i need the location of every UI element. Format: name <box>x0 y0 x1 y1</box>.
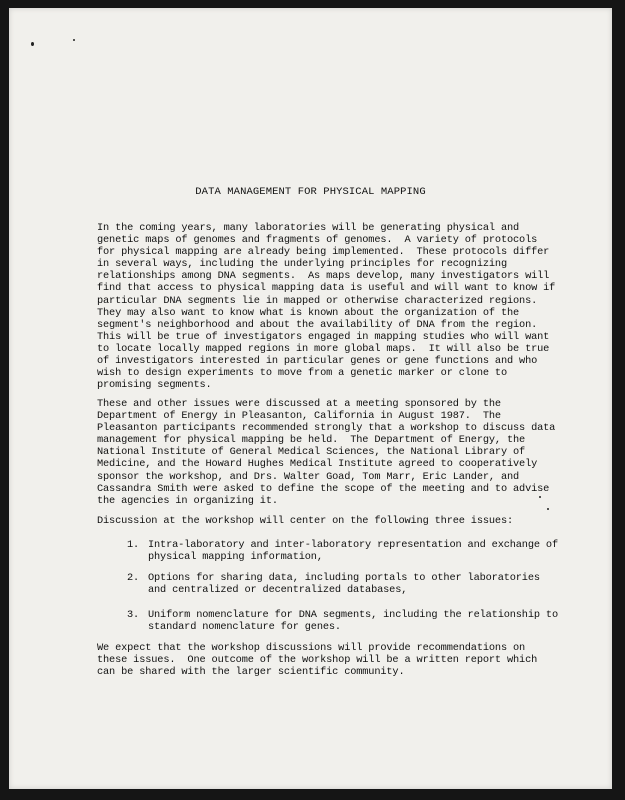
text-line: find that access to physical mapping data is useful and will want to know if <box>97 282 556 295</box>
issue-text <box>148 609 558 633</box>
text-line: management for physical mapping be held. The Department of Energy, the <box>97 434 526 447</box>
text-line: and centralized or decentralized databases, <box>148 584 408 597</box>
document-title: DATA MANAGEMENT FOR PHYSICAL MAPPING <box>195 186 426 198</box>
paragraph-issues-lead <box>97 515 552 527</box>
text-line: for physical mapping are already being implemented. These protocols differ <box>97 246 550 259</box>
text-line: standard nomenclature for genes. <box>148 621 341 634</box>
text-line: We expect that the workshop discussions will provide recommendations on <box>97 642 526 654</box>
text-line: these issues. One outcome of the workshop will be a written report which <box>97 654 538 667</box>
paragraph-background <box>97 398 556 507</box>
issue-text <box>148 572 540 596</box>
text-line: Cassandra Smith were asked to define the scope of the meeting and to advise <box>97 482 550 495</box>
text-line: physical mapping information, <box>148 551 323 564</box>
text-line: Discussion at the workshop will center on the following three issues: <box>97 515 514 527</box>
text-line: This will be true of investigators engaged in mapping studies who will want <box>97 330 550 343</box>
text-line: to locate locally mapped regions in more global maps. It will also be true <box>97 342 550 355</box>
text-line: relationships among DNA segments. As maps develop, many investigators will <box>97 270 550 283</box>
paragraph-conclusion <box>97 642 552 678</box>
text-line: Pleasanton participants recommended strongly that a workshop to discuss data <box>97 422 556 435</box>
scan-speck <box>73 39 75 41</box>
text-line: They may also want to know what is known about the organization of the <box>97 306 520 319</box>
text-line: In the coming years, many laboratories will be generating physical and <box>97 222 520 234</box>
text-line: National Institute of General Medical Sciences, the National Library of <box>97 446 526 459</box>
text-line: wish to design experiments to move from a genetic marker or clone to <box>97 367 507 380</box>
text-line: in several ways, including the underlying principles for recognizing <box>97 258 507 271</box>
text-line: Uniform nomenclature for DNA segments, including the relationship to <box>148 609 558 621</box>
text-line: Department of Energy in Pleasanton, California in August 1987. The <box>97 410 501 423</box>
scan-speck <box>31 42 34 46</box>
document-page <box>9 8 612 789</box>
issue-number: 1. <box>127 539 140 551</box>
issue-text <box>148 539 558 563</box>
text-line: of investigators interested in particular genes or gene functions and who <box>97 355 538 368</box>
text-line: promising segments. <box>97 379 212 392</box>
text-line: Medicine, and the Howard Hughes Medical Institute agreed to cooperatively <box>97 458 538 471</box>
text-line: Options for sharing data, including portals to other laboratories <box>148 572 540 584</box>
text-line: These and other issues were discussed at a meeting sponsored by the <box>97 398 501 410</box>
text-line: sponsor the workshop, and Drs. Walter Goad, Tom Marr, Eric Lander, and <box>97 470 520 483</box>
text-line: can be shared with the larger scientific community. <box>97 666 405 679</box>
paragraph-intro <box>97 222 556 392</box>
issue-number: 2. <box>127 572 140 584</box>
text-line: the agencies in organizing it. <box>97 494 278 507</box>
text-line: genetic maps of genomes and fragments of genomes. A variety of protocols <box>97 234 538 247</box>
text-line: particular DNA segments lie in mapped or otherwise characterized regions. <box>97 294 538 307</box>
issue-number: 3. <box>127 609 140 621</box>
scan-speck <box>547 508 549 510</box>
text-line: segment's neighborhood and about the availability of DNA from the region. <box>97 318 538 331</box>
text-line: Intra-laboratory and inter-laboratory representation and exchange of <box>148 539 558 551</box>
